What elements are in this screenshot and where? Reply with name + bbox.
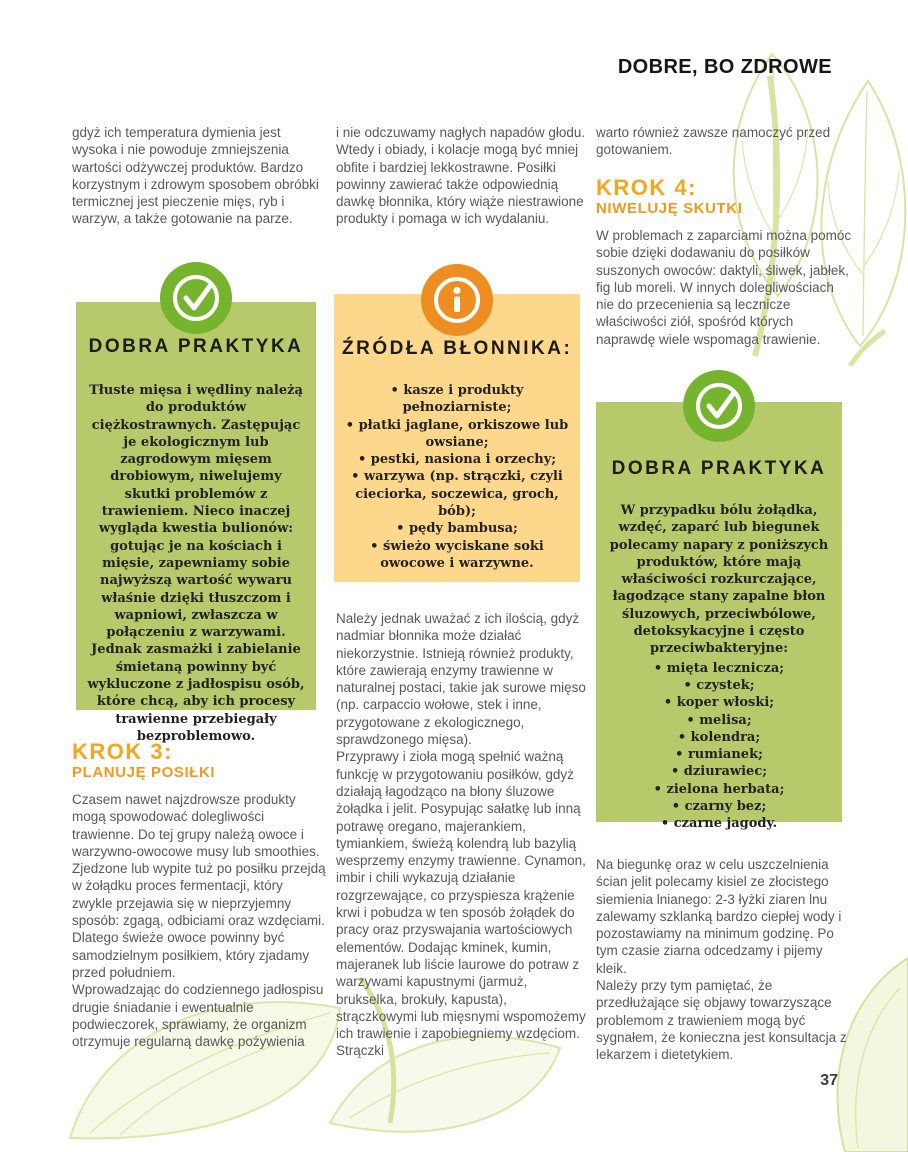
fiber-sources-panel: [334, 294, 580, 582]
column1-intro: [72, 124, 324, 228]
column2-intro: [336, 124, 588, 228]
check-icon: [683, 370, 755, 442]
list-item: • kasze i produkty pełnoziarniste;: [342, 382, 572, 417]
list-item: • czystek;: [606, 677, 832, 694]
list-item: • rumianek;: [606, 746, 832, 763]
paragraph: Na biegunkę oraz w celu uszczelnienia ścian jelit polecamy kisiel ze złocistego siemienia lnianego: 2-3 łyżki ziaren lnu zalewamy szklanką bardzo ciepłej wody i pozostawiamy na minimum godzinę. Po tym czasie ziarna odcedzamy i pijemy kleik.: [596, 857, 842, 976]
paragraph: gdyż ich temperatura dymienia jest wysoka i nie powoduje zmniejszenia wartości odżywczej produktów. Bardzo korzystnym i zdrowym sposobem obróbki termicznej jest pieczenie mięs, ryb i warzyw, a także gotowanie na parze.: [72, 125, 319, 227]
paragraph: Należy przy tym pamiętać, że przedłużające się objawy towarzyszące problemom z trawieniem mogą być sygnałem, że konieczna jest konsultacja z lekarzem i dietetykiem.: [596, 978, 847, 1063]
list-item: • świeżo wyciskane soki owocowe i warzywne.: [342, 538, 572, 573]
section-step-title: PLANUJĘ POSIŁKI: [72, 764, 216, 781]
paragraph: Przyprawy i zioła mogą spełnić ważną funkcję w przygotowaniu posiłków, gdyż działają łagodząco na błony śluzowe żołądka i jelit. Posypując sałatkę lub inną potrawę oregano, majerankiem, tymiankiem, świeżą kolendrą lub bazylią wesprzemy enzymy trawienne. Cynamon, imbir i chili wykazują działanie rozgrzewające, co przyspiesza krążenie krwi i pobudza w ten sposób żołądek do pracy oraz przyswajania wartościowych elementów. Dodając kminek, kumin, majeranek lub liście laurowe do potraw z warzywami kapustnymi (jarmuż, brukselka, brokuły, kapusta), strączkowymi lub mięsnymi wspomożemy ich trawienie i zapobiegniemy wzdęciom. Strączki: [336, 749, 586, 1059]
paragraph: i nie odczuwamy nagłych napadów głodu. Wtedy i obiady, i kolacje mogą być mniej obfite i bardziej lekkostrawne. Posiłki powinny zawierać także odpowiednią dawkę błonnika, który wiąże niestrawione produkty i pomaga w ich wydalaniu.: [336, 125, 586, 227]
list-item: • zielona herbata;: [606, 781, 832, 798]
paragraph: Należy jednak uważać z ich ilością, gdyż nadmiar błonnika może działać niekorzystnie. Istnieją również produkty, które zawierają enzymy trawienne w naturalnej postaci, takie jak surowe mięso (np. carpaccio wołowe, stek i inne, przygotowane z ekologicznego, sprawdzonego mięsa).: [336, 611, 586, 748]
herbal-infusions-list: [606, 660, 832, 833]
list-item: • pędy bambusa;: [342, 520, 572, 537]
column2-body: [336, 610, 590, 1060]
box-title: DOBRA PRAKTYKA: [88, 336, 304, 357]
list-item: • pestki, nasiona i orzechy;: [342, 451, 572, 468]
list-item: • melisa;: [606, 712, 832, 729]
box-body: Tłuste mięsa i wędliny należą do produktów ciężkostrawnych. Zastępując je ekologicznym lub zagrodowym mięsem drobiowym, niwelujemy skutki problemów z trawieniem. Nieco inaczej wygląda kwestia bulionów: gotując je na kościach i mięsie, zapewniamy sobie najwyższą wartość wywaru właśnie dzięki tłuszczom i wapniowi, zwłaszcza w połączeniu z warzywami. Jednak zasmażki i zabielanie śmietaną powinny być wykluczone z jadłospisu osób, które chcą, aby ich procesy trawienne przebiegały bezproblemowo.: [87, 383, 305, 744]
box-title: ŹRÓDŁA BŁONNIKA:: [342, 338, 573, 359]
fiber-sources-list: [342, 382, 572, 572]
list-item: • dziurawiec;: [606, 763, 832, 780]
paragraph: W problemach z zaparciami można pomóc sobie dzięki dodawaniu do posiłków suszonych owoców: daktyli, śliwek, jabłek, fig lub moreli. W innych dolegliwościach nie do przecenienia są lecznicze właściwości ziół, spośród których naprawdę wiele wspomaga trawienie.: [596, 228, 852, 347]
column3-intro: [596, 124, 852, 159]
section-step-label: KROK 3:: [72, 739, 173, 764]
box-title: DOBRA PRAKTYKA: [611, 458, 827, 479]
section-step-label: KROK 4:: [596, 175, 697, 200]
good-practice-box-left: [76, 302, 316, 744]
list-item: • płatki jaglane, orkiszowe lub owsiane;: [342, 417, 572, 452]
list-item: • czarny bez;: [606, 798, 832, 815]
paragraph: Wprowadzając do codziennego jadłospisu drugie śniadanie i ewentualnie podwieczorek, sprawiamy, że organizm otrzymuje regularną dawkę pożywienia: [72, 982, 324, 1050]
list-item: • koper włoski;: [606, 694, 832, 711]
paragraph: warto również zawsze namoczyć przed gotowaniem.: [596, 125, 831, 158]
list-item: • kolendra;: [606, 729, 832, 746]
section-krok-4: [596, 176, 852, 348]
section-step-title: NIWELUJĘ SKUTKI: [596, 200, 743, 217]
paragraph: Czasem nawet najzdrowsze produkty mogą spowodować dolegliwości trawienne. Do tej grupy należą owoce i warzywno-owocowe musy lub smoothies. Zjedzone lub wypite tuż po posiłku przejdą w żołądku proces fermentacji, który zwykle przejawia się w nieprzyjemny sposób: zgagą, odbiciami oraz wzdęciami. Dlatego świeże owoce powinny być samodzielnym posiłkiem, który zjadamy przed południem.: [72, 792, 326, 980]
list-item: • czarne jagody.: [606, 815, 832, 832]
list-item: • warzywa (np. strączki, czyli cieciorka, soczewica, groch, bób);: [342, 468, 572, 520]
page-title: DOBRE, BO ZDROWE: [617, 56, 832, 78]
info-icon: [421, 264, 493, 336]
good-practice-panel: [596, 402, 842, 832]
column3-body: [596, 856, 852, 1064]
check-icon: [160, 262, 232, 334]
good-practice-panel: [76, 302, 316, 744]
section-krok-3: [72, 740, 326, 1050]
good-practice-box-right: [596, 402, 842, 832]
fiber-sources-box: [334, 294, 580, 582]
list-item: • mięta lecznicza;: [606, 660, 832, 677]
page-number: 37: [820, 1072, 838, 1089]
box-body: W przypadku bólu żołądka, wzdęć, zaparć lub biegunek polecamy napary z poniższych produktów, które mają właściwości rozkurczające, łagodzące stany zapalne błon śluzowych, przeciwbólowe, detoksykacyjne i często przeciwbakteryjne:: [609, 503, 829, 657]
